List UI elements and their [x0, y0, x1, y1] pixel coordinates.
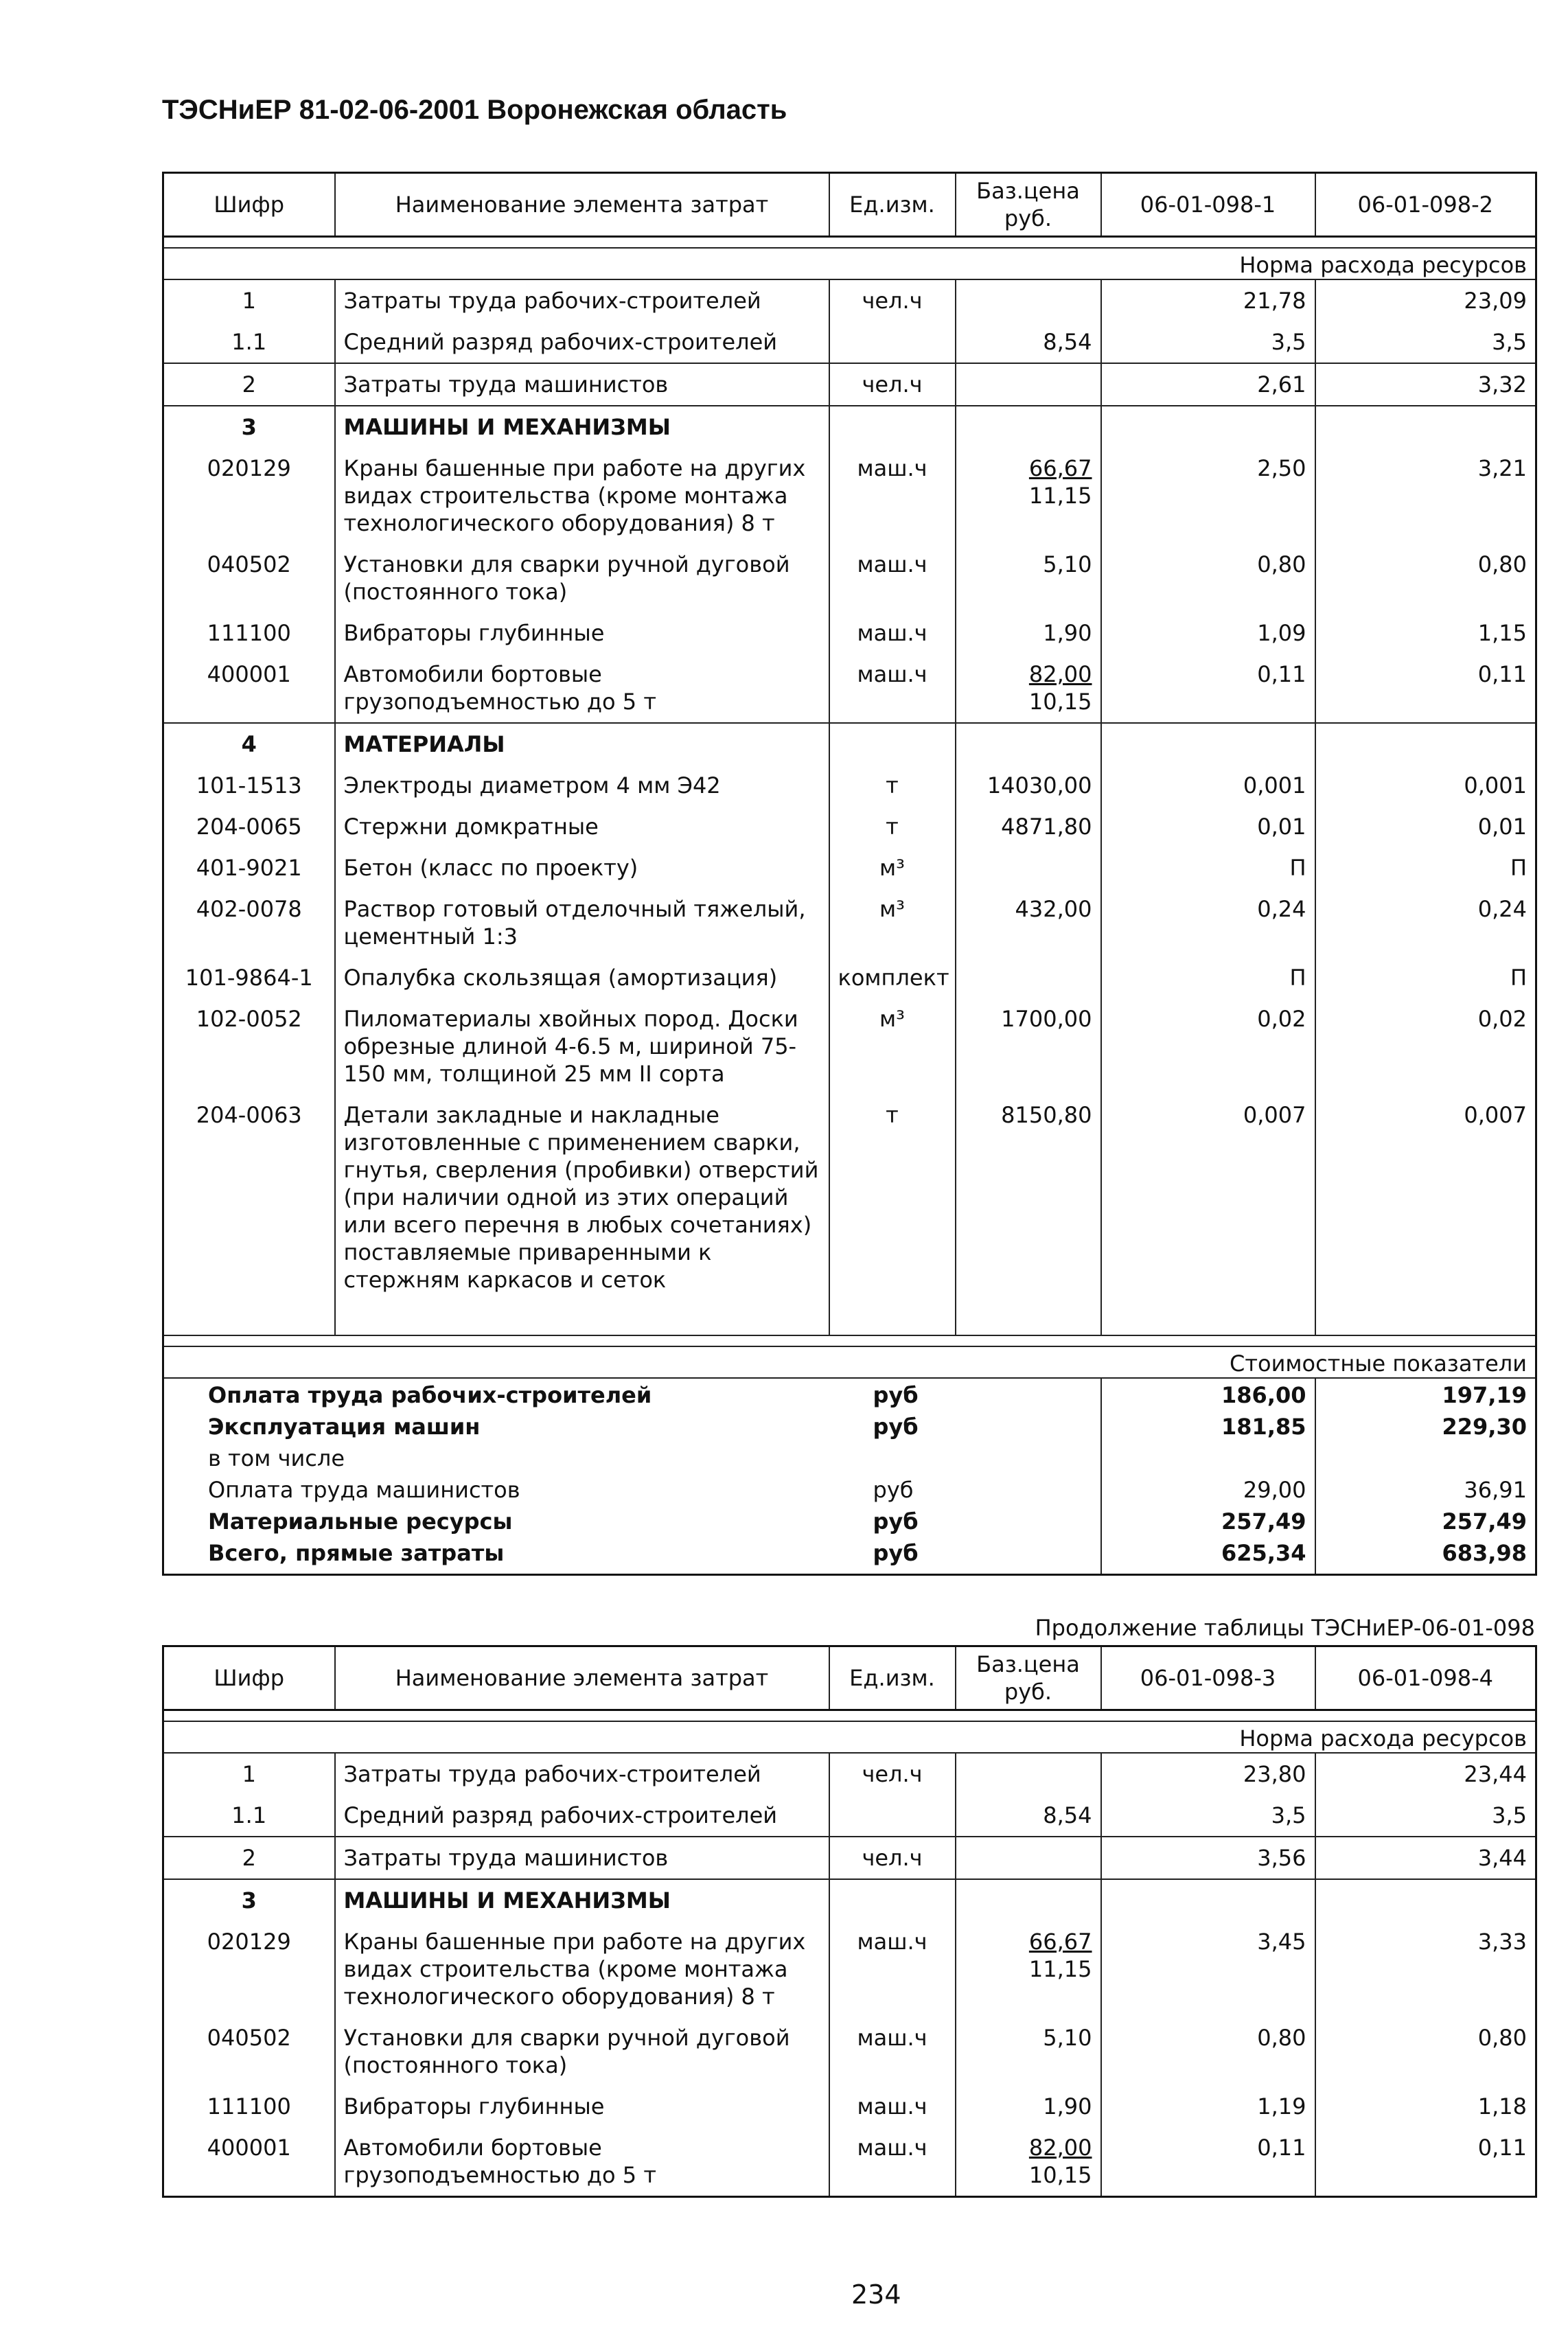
- header-code: Шифр: [163, 173, 335, 237]
- row-norm-a: [1101, 406, 1315, 448]
- table-row: [163, 2086, 1536, 2127]
- row-unit: комплект: [829, 957, 956, 998]
- row-price: 66,67: [1028, 1929, 1092, 1955]
- row-code: 101-1513: [196, 772, 302, 798]
- row-unit: т: [829, 806, 956, 847]
- row-unit: чел.ч: [829, 1753, 956, 1795]
- row-price: 4871,80: [956, 806, 1101, 847]
- row-unit: чел.ч: [829, 279, 956, 321]
- row-norm-b: 3,21: [1315, 448, 1536, 544]
- row-code: 3: [163, 406, 335, 448]
- row-price: [956, 847, 1101, 888]
- cost-unit: руб: [873, 1540, 919, 1566]
- cost-label: Материальные ресурсы: [208, 1508, 513, 1535]
- row-price: 1700,00: [956, 998, 1101, 1094]
- row-unit: маш.ч: [829, 2127, 956, 2197]
- row-norm-b: 1,18: [1315, 2086, 1536, 2127]
- cost-row: [163, 1442, 1536, 1473]
- row-norm-a: 0,11: [1101, 2127, 1315, 2197]
- row-code: 020129: [207, 1929, 291, 1955]
- filler-cell: [163, 1300, 335, 1335]
- row-price: 1,90: [956, 612, 1101, 654]
- filler-row: [163, 1300, 1536, 1335]
- row-price-secondary: 11,15: [1028, 1956, 1092, 1982]
- filler-cell: [829, 1300, 956, 1335]
- page-title: ТЭСНиЕР 81-02-06-2001 Воронежская область: [162, 95, 787, 125]
- cost-unit: руб: [873, 1414, 919, 1440]
- row-name: МАШИНЫ И МЕХАНИЗМЫ: [335, 406, 829, 448]
- row-unit: маш.ч: [829, 1921, 956, 2017]
- table-row: [163, 847, 1536, 888]
- cost-value-b: 197,19: [1315, 1378, 1536, 1410]
- cost-value-b: 257,49: [1315, 1505, 1536, 1537]
- header-unit: Ед.изм.: [829, 173, 956, 237]
- row-unit: маш.ч: [829, 2017, 956, 2086]
- row-price: 82,00: [1028, 2135, 1092, 2161]
- row-price-cell: [956, 654, 1101, 723]
- cost-value-a: 29,00: [1101, 1473, 1315, 1505]
- row-unit: чел.ч: [829, 363, 956, 406]
- cost-value-b: 683,98: [1315, 1537, 1536, 1575]
- page-number: 234: [851, 2279, 901, 2310]
- row-code: 204-0063: [196, 1102, 302, 1128]
- table-row: [163, 1879, 1536, 1921]
- row-norm-b: 3,33: [1315, 1921, 1536, 2017]
- row-code: 400001: [207, 2135, 291, 2161]
- row-norm-b: 0,80: [1315, 544, 1536, 612]
- row-code: 020129: [207, 455, 291, 481]
- row-norm-b: 23,44: [1315, 1753, 1536, 1795]
- row-code: 040502: [207, 2025, 291, 2051]
- row-name: Затраты труда рабочих-строителей: [335, 1753, 829, 1795]
- table-row: [163, 321, 1536, 363]
- table-row: [163, 723, 1536, 765]
- row-norm-a: 0,001: [1101, 765, 1315, 806]
- row-norm-a: П: [1101, 957, 1315, 998]
- row-unit: м³: [829, 847, 956, 888]
- cost-label: в том числе: [208, 1445, 345, 1471]
- cost-label: Эксплуатация машин: [208, 1414, 481, 1440]
- row-unit: маш.ч: [829, 544, 956, 612]
- cost-band-row: [163, 1346, 1536, 1378]
- header-norm-b: 06-01-098-4: [1315, 1646, 1536, 1710]
- table-row: [163, 806, 1536, 847]
- row-unit: т: [829, 1094, 956, 1300]
- cost-value-b: [1315, 1442, 1536, 1473]
- row-norm-b: 3,44: [1315, 1837, 1536, 1879]
- row-code: 402-0078: [196, 896, 302, 922]
- row-price: 14030,00: [956, 765, 1101, 806]
- row-norm-b: П: [1315, 957, 1536, 998]
- row-unit: маш.ч: [829, 448, 956, 544]
- row-name: Раствор готовый отделочный тяжелый, цементный 1:3: [335, 888, 829, 957]
- norms-table-2: [162, 1645, 1537, 2198]
- row-unit: т: [829, 765, 956, 806]
- header-name: Наименование элемента затрат: [335, 173, 829, 237]
- row-norm-a: 0,11: [1101, 654, 1315, 723]
- cost-row: [163, 1473, 1536, 1505]
- row-norm-b: 3,5: [1315, 1795, 1536, 1837]
- cost-label: Всего, прямые затраты: [208, 1540, 505, 1566]
- row-norm-b: 0,01: [1315, 806, 1536, 847]
- row-unit: м³: [829, 888, 956, 957]
- filler-cell: [956, 1300, 1101, 1335]
- row-norm-b: 0,007: [1315, 1094, 1536, 1300]
- table-header-row: [163, 1646, 1536, 1710]
- row-norm-a: 2,61: [1101, 363, 1315, 406]
- cost-value-a: 181,85: [1101, 1410, 1315, 1442]
- row-code: 4: [163, 723, 335, 765]
- row-price: [956, 1753, 1101, 1795]
- row-price: 8150,80: [956, 1094, 1101, 1300]
- row-norm-b: [1315, 406, 1536, 448]
- row-norm-a: 3,56: [1101, 1837, 1315, 1879]
- row-name: Затраты труда машинистов: [335, 363, 829, 406]
- continuation-note: Продолжение таблицы ТЭСНиЕР-06-01-098: [1035, 1615, 1535, 1641]
- cost-row: [163, 1505, 1536, 1537]
- cost-value-b: 229,30: [1315, 1410, 1536, 1442]
- row-price: 8,54: [956, 1795, 1101, 1837]
- table-row: [163, 765, 1536, 806]
- row-unit: [829, 321, 956, 363]
- row-norm-b: 0,24: [1315, 888, 1536, 957]
- row-unit: чел.ч: [829, 1837, 956, 1879]
- row-norm-a: 1,09: [1101, 612, 1315, 654]
- row-name: Средний разряд рабочих-строителей: [335, 1795, 829, 1837]
- row-code: 2: [163, 363, 335, 406]
- row-norm-b: 0,11: [1315, 654, 1536, 723]
- row-unit: маш.ч: [829, 2086, 956, 2127]
- norm-band-label: Норма расхода ресурсов: [163, 248, 1536, 279]
- row-norm-a: [1101, 1879, 1315, 1921]
- row-unit: маш.ч: [829, 654, 956, 723]
- row-name: МАТЕРИАЛЫ: [335, 723, 829, 765]
- row-norm-a: 21,78: [1101, 279, 1315, 321]
- row-code: 3: [163, 1879, 335, 1921]
- row-price-secondary: 11,15: [1028, 483, 1092, 509]
- row-norm-b: 23,09: [1315, 279, 1536, 321]
- row-name: Краны башенные при работе на других видах строительства (кроме монтажа технологического оборудования) 8 т: [335, 448, 829, 544]
- spacer-row: [163, 237, 1536, 249]
- cost-row: [163, 1410, 1536, 1442]
- row-name: Автомобили бортовые грузоподъемностью до 5 т: [335, 2127, 829, 2197]
- row-code: 1.1: [231, 329, 267, 355]
- row-norm-b: [1315, 723, 1536, 765]
- row-norm-b: 1,15: [1315, 612, 1536, 654]
- row-code: 401-9021: [196, 855, 302, 881]
- cost-value-a: 186,00: [1101, 1378, 1315, 1410]
- row-price: [956, 723, 1101, 765]
- table-header-row: [163, 173, 1536, 237]
- row-price: 432,00: [956, 888, 1101, 957]
- table-row: [163, 654, 1536, 723]
- row-price-secondary: 10,15: [1028, 2162, 1092, 2188]
- filler-cell: [1315, 1300, 1536, 1335]
- row-norm-b: [1315, 1879, 1536, 1921]
- row-unit: [829, 723, 956, 765]
- spacer-row: [163, 1710, 1536, 1722]
- row-unit: м³: [829, 998, 956, 1094]
- norm-band-label: Норма расхода ресурсов: [163, 1721, 1536, 1753]
- cost-band-label: Стоимостные показатели: [163, 1346, 1536, 1378]
- row-name: Средний разряд рабочих-строителей: [335, 321, 829, 363]
- row-norm-a: 0,02: [1101, 998, 1315, 1094]
- row-name: Стержни домкратные: [335, 806, 829, 847]
- row-norm-a: 0,01: [1101, 806, 1315, 847]
- row-norm-a: 23,80: [1101, 1753, 1315, 1795]
- row-norm-a: 0,80: [1101, 2017, 1315, 2086]
- row-price: 82,00: [1028, 661, 1092, 687]
- table-row: [163, 612, 1536, 654]
- cost-label: Оплата труда рабочих-строителей: [208, 1382, 652, 1408]
- cost-unit: руб: [873, 1508, 919, 1535]
- row-price: 5,10: [956, 2017, 1101, 2086]
- table-row: [163, 1094, 1536, 1300]
- row-unit: маш.ч: [829, 612, 956, 654]
- spacer-row: [163, 1335, 1536, 1346]
- table-row: [163, 1837, 1536, 1879]
- cost-value-a: 257,49: [1101, 1505, 1315, 1537]
- row-price-cell: [956, 2127, 1101, 2197]
- header-norm-a: 06-01-098-3: [1101, 1646, 1315, 1710]
- table-row: [163, 363, 1536, 406]
- row-price: [956, 279, 1101, 321]
- norms-table-1: [162, 172, 1537, 1576]
- row-norm-a: 3,45: [1101, 1921, 1315, 2017]
- cost-row: [163, 1378, 1536, 1410]
- spacer-cell: [163, 1335, 1536, 1346]
- row-unit: [829, 1879, 956, 1921]
- row-code: 111100: [207, 2093, 291, 2119]
- row-price-cell: [956, 448, 1101, 544]
- row-price: 1,90: [956, 2086, 1101, 2127]
- cost-row: [163, 1537, 1536, 1575]
- row-code: 102-0052: [196, 1006, 302, 1032]
- row-norm-b: 0,001: [1315, 765, 1536, 806]
- cost-label: Оплата труда машинистов: [208, 1477, 520, 1503]
- row-price: [956, 957, 1101, 998]
- row-price: [956, 406, 1101, 448]
- row-price: [956, 1879, 1101, 1921]
- row-code: 2: [163, 1837, 335, 1879]
- row-price: [956, 363, 1101, 406]
- table-row: [163, 1921, 1536, 2017]
- row-norm-a: 3,5: [1101, 321, 1315, 363]
- cost-unit: руб: [873, 1477, 914, 1503]
- row-price-cell: [956, 1921, 1101, 2017]
- filler-cell: [1101, 1300, 1315, 1335]
- table-row: [163, 2017, 1536, 2086]
- row-name: Пиломатериалы хвойных пород. Доски обрезные длиной 4-6.5 м, шириной 75-150 мм, толщиной 25 мм II сорта: [335, 998, 829, 1094]
- header-price: Баз.цена руб.: [956, 173, 1101, 237]
- row-name: Опалубка скользящая (амортизация): [335, 957, 829, 998]
- header-unit: Ед.изм.: [829, 1646, 956, 1710]
- cost-value-a: 625,34: [1101, 1537, 1315, 1575]
- row-code: 101-9864-1: [185, 965, 313, 991]
- header-price: Баз.цена руб.: [956, 1646, 1101, 1710]
- norm-band-row: [163, 1721, 1536, 1753]
- cost-value-b: 36,91: [1315, 1473, 1536, 1505]
- row-name: Детали закладные и накладные изготовленные с применением сварки, гнутья, сверления (пробивки) отверстий (при наличии одной из этих операций или всего перечня в любых сочетаниях) поставляемые приваренными к стержням каркасов и сеток: [335, 1094, 829, 1300]
- row-name: Бетон (класс по проекту): [335, 847, 829, 888]
- row-norm-a: 3,5: [1101, 1795, 1315, 1837]
- row-code: 400001: [207, 661, 291, 687]
- row-code: 111100: [207, 620, 291, 646]
- row-name: МАШИНЫ И МЕХАНИЗМЫ: [335, 1879, 829, 1921]
- row-norm-b: 0,11: [1315, 2127, 1536, 2197]
- row-name: Затраты труда машинистов: [335, 1837, 829, 1879]
- row-code: 040502: [207, 551, 291, 577]
- table-row: [163, 2127, 1536, 2197]
- row-code: 1: [242, 1761, 256, 1787]
- table-row: [163, 888, 1536, 957]
- row-name: Вибраторы глубинные: [335, 612, 829, 654]
- row-price-secondary: 10,15: [1028, 689, 1092, 715]
- row-norm-b: 3,32: [1315, 363, 1536, 406]
- norm-band-row: [163, 248, 1536, 279]
- row-norm-a: П: [1101, 847, 1315, 888]
- table-row: [163, 544, 1536, 612]
- row-code: 1.1: [231, 1802, 267, 1828]
- row-norm-b: 0,02: [1315, 998, 1536, 1094]
- row-norm-a: 2,50: [1101, 448, 1315, 544]
- header-norm-b: 06-01-098-2: [1315, 173, 1536, 237]
- row-norm-b: 3,5: [1315, 321, 1536, 363]
- row-name: Автомобили бортовые грузоподъемностью до 5 т: [335, 654, 829, 723]
- row-name: Установки для сварки ручной дуговой (постоянного тока): [335, 2017, 829, 2086]
- cost-unit: руб: [873, 1382, 919, 1408]
- filler-cell: [335, 1300, 829, 1335]
- table-row: [163, 406, 1536, 448]
- row-code: 1: [242, 288, 256, 314]
- row-code: 204-0065: [196, 814, 302, 840]
- row-norm-b: П: [1315, 847, 1536, 888]
- row-norm-a: [1101, 723, 1315, 765]
- row-name: Электроды диаметром 4 мм Э42: [335, 765, 829, 806]
- table-row: [163, 998, 1536, 1094]
- row-unit: [829, 1795, 956, 1837]
- row-norm-b: 0,80: [1315, 2017, 1536, 2086]
- row-norm-a: 0,007: [1101, 1094, 1315, 1300]
- row-name: Вибраторы глубинные: [335, 2086, 829, 2127]
- header-name: Наименование элемента затрат: [335, 1646, 829, 1710]
- cost-unit: [829, 1442, 1101, 1473]
- table-row: [163, 1795, 1536, 1837]
- row-price: 8,54: [956, 321, 1101, 363]
- row-norm-a: 0,80: [1101, 544, 1315, 612]
- row-norm-a: 1,19: [1101, 2086, 1315, 2127]
- row-price: 66,67: [1028, 455, 1092, 481]
- header-norm-a: 06-01-098-1: [1101, 173, 1315, 237]
- header-code: Шифр: [163, 1646, 335, 1710]
- table-row: [163, 448, 1536, 544]
- row-name: Краны башенные при работе на других видах строительства (кроме монтажа технологического оборудования) 8 т: [335, 1921, 829, 2017]
- row-norm-a: 0,24: [1101, 888, 1315, 957]
- row-name: Затраты труда рабочих-строителей: [335, 279, 829, 321]
- row-price: 5,10: [956, 544, 1101, 612]
- table-row: [163, 1753, 1536, 1795]
- cost-value-a: [1101, 1442, 1315, 1473]
- table-row: [163, 957, 1536, 998]
- row-unit: [829, 406, 956, 448]
- row-price: [956, 1837, 1101, 1879]
- table-row: [163, 279, 1536, 321]
- row-name: Установки для сварки ручной дуговой (постоянного тока): [335, 544, 829, 612]
